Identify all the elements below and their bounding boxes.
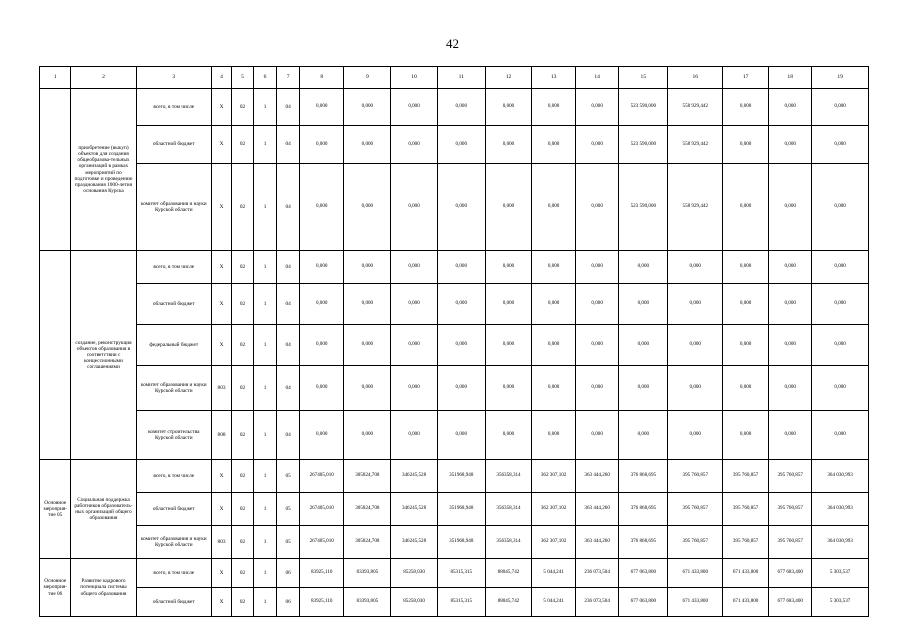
value-cell: 351968,948 [437,526,485,559]
code-cell: 04 [277,164,300,251]
value-cell: 395 760,857 [668,460,723,493]
header-cell: 9 [344,67,391,89]
value-cell: 0,000 [769,284,812,325]
header-cell: 7 [277,67,300,89]
value-cell: 364 030,993 [812,460,869,493]
code-cell: 04 [277,325,300,366]
value-cell: 0,000 [344,325,391,366]
value-cell: 346245,528 [391,460,437,493]
funding-source-cell: областной бюджет [136,493,212,526]
header-cell: 4 [212,67,232,89]
value-cell: 88045,742 [485,559,531,588]
value-cell: 0,000 [619,325,668,366]
value-cell: 0,000 [723,89,769,126]
value-cell: 363 444,260 [576,493,619,526]
value-cell: 0,000 [300,366,344,411]
value-cell: 0,000 [576,284,619,325]
code-cell: 1 [254,325,277,366]
value-cell: 395 760,857 [769,460,812,493]
value-cell: 0,000 [391,164,437,251]
value-cell: 0,000 [668,325,723,366]
value-cell: 0,000 [668,284,723,325]
code-cell: 04 [277,284,300,325]
value-cell: 88045,742 [485,588,531,617]
event-name-cell: Социальная поддержка работников образователь-ных организаций общего образования [71,460,136,559]
value-cell: 0,000 [812,89,869,126]
code-cell: 04 [277,89,300,126]
code-cell: X [212,164,232,251]
code-cell: 02 [232,366,254,411]
value-cell: 0,000 [668,251,723,284]
value-cell: 0,000 [344,164,391,251]
code-cell: 02 [232,325,254,366]
value-cell: 558 929,442 [668,126,723,164]
value-cell: 0,000 [485,284,531,325]
value-cell: 305824,708 [344,460,391,493]
code-cell: 04 [277,411,300,460]
value-cell: 523 590,000 [619,164,668,251]
code-cell: 02 [232,126,254,164]
code-cell: 02 [232,460,254,493]
value-cell: 395 760,857 [668,526,723,559]
value-cell: 523 590,000 [619,126,668,164]
value-cell: 0,000 [300,284,344,325]
value-cell: 0,000 [437,89,485,126]
value-cell: 0,000 [437,325,485,366]
code-cell: 02 [232,284,254,325]
value-cell: 0,000 [723,284,769,325]
code-cell: 1 [254,559,277,588]
code-cell: 04 [277,251,300,284]
value-cell: 0,000 [576,325,619,366]
table-row [40,366,869,411]
value-cell: 83925,110 [300,588,344,617]
value-cell: 356358,314 [485,493,531,526]
value-cell: 0,000 [300,325,344,366]
value-cell: 0,000 [485,251,531,284]
value-cell: 0,000 [437,366,485,411]
value-cell: 395 760,857 [769,526,812,559]
value-cell: 362 307,102 [532,526,576,559]
value-cell: 395 760,857 [723,460,769,493]
value-cell: 671 433,800 [668,559,723,588]
header-cell: 18 [769,67,812,89]
code-cell: 02 [232,251,254,284]
value-cell: 0,000 [344,251,391,284]
value-cell: 395 760,857 [668,493,723,526]
value-cell: 395 760,857 [723,526,769,559]
event-number-cell [40,251,71,460]
funding-source-cell: федеральный бюджет [136,325,212,366]
code-cell: 02 [232,164,254,251]
value-cell: 0,000 [619,284,668,325]
value-cell: 0,000 [576,411,619,460]
table-row [40,164,869,251]
table-row [40,126,869,164]
code-cell: 02 [232,526,254,559]
code-cell: 06 [277,559,300,588]
value-cell: 677 683,400 [769,588,812,617]
funding-source-cell: областной бюджет [136,284,212,325]
value-cell: 0,000 [344,284,391,325]
value-cell: 0,000 [437,126,485,164]
table-row [40,493,869,526]
budget-table [39,66,869,617]
value-cell: 363 444,260 [576,526,619,559]
table-row [40,559,869,588]
value-cell: 0,000 [437,411,485,460]
header-cell: 11 [437,67,485,89]
code-cell: 02 [232,411,254,460]
funding-source-cell: областной бюджет [136,126,212,164]
event-number-cell [40,89,71,251]
code-cell: 05 [277,493,300,526]
code-cell: 05 [277,460,300,493]
value-cell: 0,000 [769,411,812,460]
value-cell: 558 929,442 [668,89,723,126]
value-cell: 0,000 [668,366,723,411]
value-cell: 0,000 [723,164,769,251]
funding-source-cell: всего, в том числе [136,89,212,126]
value-cell: 364 030,993 [812,526,869,559]
value-cell: 0,000 [391,251,437,284]
value-cell: 364 030,993 [812,493,869,526]
value-cell: 376 868,695 [619,526,668,559]
table-row [40,325,869,366]
page-number: 42 [446,36,459,51]
value-cell: 351968,948 [437,460,485,493]
value-cell: 362 307,102 [532,493,576,526]
event-number-cell: Основное мероприя-тие 05 [40,460,71,559]
code-cell: 1 [254,460,277,493]
value-cell: 395 760,857 [723,493,769,526]
value-cell: 5 303,537 [812,588,869,617]
value-cell: 356358,314 [485,526,531,559]
code-cell: 1 [254,493,277,526]
code-cell: X [212,559,232,588]
event-number-cell: Основное мероприя-тие 06 [40,559,71,617]
table-row [40,526,869,559]
value-cell: 5 044,241 [532,588,576,617]
value-cell: 0,000 [344,126,391,164]
value-cell: 0,000 [485,89,531,126]
value-cell: 236 073,504 [576,559,619,588]
value-cell: 0,000 [769,164,812,251]
code-cell: 02 [232,493,254,526]
code-cell: 803 [212,366,232,411]
code-cell: X [212,588,232,617]
value-cell: 0,000 [300,164,344,251]
funding-source-cell: комитет образования и науки Курской области [136,164,212,251]
value-cell: 0,000 [723,126,769,164]
value-cell: 0,000 [619,251,668,284]
code-cell: 1 [254,126,277,164]
value-cell: 0,000 [812,366,869,411]
funding-source-cell: комитет образования и науки Курской области [136,526,212,559]
value-cell: 85315,315 [437,588,485,617]
value-cell: 305824,708 [344,493,391,526]
code-cell: 808 [212,411,232,460]
value-cell: 671 433,800 [723,588,769,617]
value-cell: 0,000 [300,126,344,164]
code-cell: X [212,493,232,526]
value-cell: 0,000 [391,89,437,126]
header-cell: 3 [136,67,212,89]
value-cell: 0,000 [576,164,619,251]
value-cell: 376 868,695 [619,460,668,493]
value-cell: 0,000 [769,251,812,284]
table-row [40,460,869,493]
header-cell: 10 [391,67,437,89]
value-cell: 0,000 [344,366,391,411]
value-cell: 363 444,260 [576,460,619,493]
code-cell: 06 [277,588,300,617]
value-cell: 0,000 [391,284,437,325]
header-cell: 19 [812,67,869,89]
value-cell: 0,000 [437,251,485,284]
table-row [40,588,869,617]
value-cell: 0,000 [576,126,619,164]
value-cell: 0,000 [532,325,576,366]
code-cell: X [212,460,232,493]
code-cell: X [212,89,232,126]
value-cell: 0,000 [723,251,769,284]
code-cell: 02 [232,588,254,617]
header-cell: 16 [668,67,723,89]
header-cell: 14 [576,67,619,89]
code-cell: 1 [254,89,277,126]
code-cell: 1 [254,251,277,284]
value-cell: 0,000 [723,366,769,411]
header-cell: 6 [254,67,277,89]
value-cell: 0,000 [532,411,576,460]
value-cell: 305824,708 [344,526,391,559]
value-cell: 85315,315 [437,559,485,588]
value-cell: 0,000 [812,284,869,325]
value-cell: 0,000 [485,164,531,251]
value-cell: 0,000 [812,251,869,284]
value-cell: 0,000 [532,164,576,251]
value-cell: 0,000 [576,89,619,126]
value-cell: 0,000 [485,325,531,366]
value-cell: 376 868,695 [619,493,668,526]
value-cell: 346245,528 [391,493,437,526]
code-cell: 803 [212,526,232,559]
value-cell: 236 073,504 [576,588,619,617]
value-cell: 0,000 [391,126,437,164]
header-cell: 12 [485,67,531,89]
value-cell: 0,000 [576,251,619,284]
value-cell: 267405,010 [300,460,344,493]
value-cell: 0,000 [485,126,531,164]
funding-source-cell: комитет образования и науки Курской области [136,366,212,411]
code-cell: 04 [277,126,300,164]
value-cell: 0,000 [769,366,812,411]
value-cell: 0,000 [532,284,576,325]
table-body [40,67,869,617]
value-cell: 677 063,800 [619,559,668,588]
value-cell: 0,000 [437,284,485,325]
value-cell: 5 303,537 [812,559,869,588]
header-cell: 17 [723,67,769,89]
value-cell: 677 683,400 [769,559,812,588]
value-cell: 0,000 [344,89,391,126]
value-cell: 83925,110 [300,559,344,588]
event-name-cell: Развитие кадрового потенциала системы общего образования [71,559,136,617]
code-cell: X [212,251,232,284]
value-cell: 0,000 [532,126,576,164]
value-cell: 0,000 [769,325,812,366]
value-cell: 395 760,857 [769,493,812,526]
funding-source-cell: областной бюджет [136,588,212,617]
funding-source-cell: всего, в том числе [136,460,212,493]
code-cell: 1 [254,411,277,460]
value-cell: 85258,030 [391,588,437,617]
code-cell: 1 [254,284,277,325]
header-cell: 8 [300,67,344,89]
value-cell: 0,000 [300,411,344,460]
value-cell: 83393,805 [344,559,391,588]
value-cell: 0,000 [532,251,576,284]
value-cell: 0,000 [723,325,769,366]
code-cell: 04 [277,366,300,411]
header-cell: 15 [619,67,668,89]
value-cell: 0,000 [812,325,869,366]
value-cell: 0,000 [300,89,344,126]
value-cell: 0,000 [769,89,812,126]
value-cell: 671 433,800 [723,559,769,588]
code-cell: 1 [254,588,277,617]
value-cell: 85258,030 [391,559,437,588]
funding-source-cell: всего, в том числе [136,559,212,588]
value-cell: 351968,948 [437,493,485,526]
value-cell: 677 063,800 [619,588,668,617]
value-cell: 5 044,241 [532,559,576,588]
event-name-cell: создание, реконструкция объектов образования в соответствии с концессионными соглашениями [71,251,136,460]
value-cell: 0,000 [437,164,485,251]
value-cell: 0,000 [619,366,668,411]
value-cell: 671 433,800 [668,588,723,617]
code-cell: 1 [254,164,277,251]
value-cell: 346245,528 [391,526,437,559]
value-cell: 362 307,102 [532,460,576,493]
value-cell: 523 590,000 [619,89,668,126]
table-row [40,89,869,126]
value-cell: 0,000 [485,411,531,460]
code-cell: 1 [254,526,277,559]
header-row [40,67,869,89]
value-cell: 558 929,442 [668,164,723,251]
value-cell: 0,000 [723,411,769,460]
value-cell: 0,000 [344,411,391,460]
code-cell: 1 [254,366,277,411]
header-cell: 1 [40,67,71,89]
value-cell: 267405,010 [300,526,344,559]
code-cell: X [212,325,232,366]
value-cell: 0,000 [576,366,619,411]
value-cell: 0,000 [391,366,437,411]
value-cell: 0,000 [391,411,437,460]
value-cell: 0,000 [532,89,576,126]
value-cell: 0,000 [532,366,576,411]
value-cell: 0,000 [391,325,437,366]
table-row [40,411,869,460]
header-cell: 5 [232,67,254,89]
header-cell: 2 [71,67,136,89]
value-cell: 0,000 [619,411,668,460]
value-cell: 0,000 [769,126,812,164]
header-cell: 13 [532,67,576,89]
value-cell: 0,000 [300,251,344,284]
table-row [40,284,869,325]
value-cell: 0,000 [668,411,723,460]
value-cell: 0,000 [812,126,869,164]
code-cell: X [212,126,232,164]
value-cell: 0,000 [812,411,869,460]
value-cell: 0,000 [812,164,869,251]
value-cell: 0,000 [485,366,531,411]
code-cell: X [212,284,232,325]
table-row [40,251,869,284]
code-cell: 02 [232,89,254,126]
event-name-cell: приобретение (выкуп) объектов для создания общеобразова-тельных организаций в рамках мероприятий по подготовке и проведению празднования 1000-летия основания Курска [71,89,136,251]
code-cell: 02 [232,559,254,588]
code-cell: 05 [277,526,300,559]
funding-source-cell: всего, в том числе [136,251,212,284]
value-cell: 267405,010 [300,493,344,526]
funding-source-cell: комитет строительства Курской области [136,411,212,460]
value-cell: 356358,314 [485,460,531,493]
value-cell: 83393,805 [344,588,391,617]
